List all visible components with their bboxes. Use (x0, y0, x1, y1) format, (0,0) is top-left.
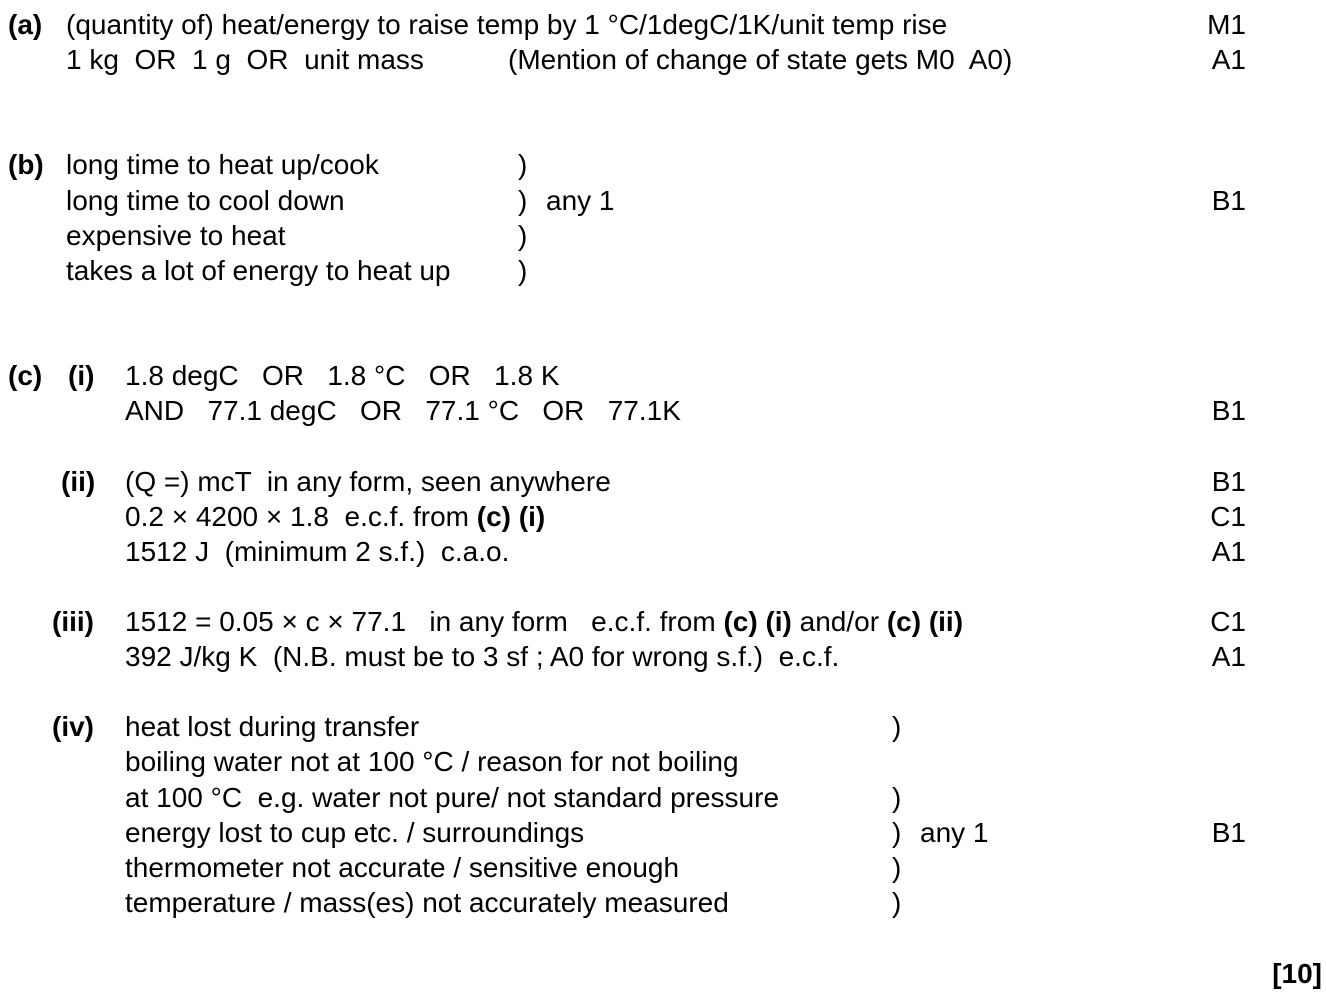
part-c-iv-item: at 100 °C e.g. water not pure/ not standard pressure (125, 782, 780, 813)
part-c-iv-bracket: ) (892, 817, 902, 848)
part-c-ii-label: (ii) (61, 466, 96, 497)
part-c-ii-mark-2: C1 (1210, 501, 1246, 532)
part-b-any: any 1 (546, 185, 615, 216)
part-b-item: long time to heat up/cook (66, 149, 379, 180)
part-b-bracket: ) (518, 185, 528, 216)
part-c-i-line-2: AND 77.1 degC OR 77.1 °C OR 77.1K (125, 395, 681, 426)
part-c-label: (c) (8, 360, 43, 391)
part-c-ii-line-3: 1512 J (minimum 2 s.f.) c.a.o. (125, 536, 510, 567)
part-c-iii-line-2: 392 J/kg K (N.B. must be to 3 sf ; A0 for wrong s.f.) e.c.f. (125, 641, 840, 672)
part-c-iii-line-1 (125, 604, 963, 640)
part-a-label: (a) (8, 9, 43, 40)
part-c-iv-label: (iv) (52, 711, 94, 742)
part-b-label: (b) (8, 149, 44, 180)
part-a-mark-2: A1 (1211, 44, 1246, 75)
part-c-ii-line-2-text: 0.2 × 4200 × 1.8 e.c.f. from (125, 501, 477, 532)
part-c-iv-item: boiling water not at 100 °C / reason for not boiling (125, 746, 739, 777)
part-c-iii-connector: and/or (791, 606, 887, 637)
part-c-ii-mark-1: B1 (1211, 466, 1246, 497)
part-a-mark-1: M1 (1207, 9, 1246, 40)
part-c-iii-label: (iii) (52, 606, 94, 637)
part-b-item: takes a lot of energy to heat up (66, 255, 451, 286)
part-c-i-line-1: 1.8 degC OR 1.8 °C OR 1.8 K (125, 360, 560, 391)
part-c-ii-line-2 (125, 499, 545, 535)
part-c-iii-ref-i: (c) (i) (723, 606, 792, 637)
part-c-iii-mark-2: A1 (1211, 641, 1246, 672)
part-a-line-2: 1 kg OR 1 g OR unit mass (66, 44, 424, 75)
part-b-bracket: ) (518, 220, 528, 251)
part-c-iv-item: temperature / mass(es) not accurately measured (125, 887, 729, 918)
part-b-bracket: ) (518, 149, 528, 180)
part-c-ii-line-2-ref: (c) (i) (476, 501, 546, 532)
part-c-i-mark: B1 (1211, 395, 1246, 426)
part-c-ii-line-1: (Q =) mcT in any form, seen anywhere (125, 466, 611, 497)
part-c-iii-line-1-text: 1512 = 0.05 × c × 77.1 in any form e.c.f. from (125, 606, 724, 637)
part-b-item: long time to cool down (66, 185, 345, 216)
part-b-mark: B1 (1211, 185, 1246, 216)
part-c-iv-bracket: ) (892, 782, 902, 813)
part-c-iv-bracket: ) (892, 887, 902, 918)
part-c-iv-bracket: ) (892, 852, 902, 883)
total-marks: [10] (1272, 958, 1322, 989)
part-c-iv-item: energy lost to cup etc. / surroundings (125, 817, 585, 848)
part-a-line-1: (quantity of) heat/energy to raise temp by 1 °C/1degC/1K/unit temp rise (66, 9, 948, 40)
part-b-item: expensive to heat (66, 220, 286, 251)
part-c-iii-mark-1: C1 (1210, 606, 1246, 637)
part-c-i-label: (i) (68, 360, 95, 391)
part-c-iv-mark: B1 (1211, 817, 1246, 848)
part-c-ii-mark-3: A1 (1211, 536, 1246, 567)
part-c-iv-any: any 1 (920, 817, 989, 848)
part-b-bracket: ) (518, 255, 528, 286)
part-c-iv-item: thermometer not accurate / sensitive enough (125, 852, 680, 883)
part-c-iii-ref-ii: (c) (ii) (886, 606, 964, 637)
part-c-iv-bracket: ) (892, 711, 902, 742)
part-a-note: (Mention of change of state gets M0 A0) (508, 44, 1013, 75)
part-c-iv-item: heat lost during transfer (125, 711, 420, 742)
